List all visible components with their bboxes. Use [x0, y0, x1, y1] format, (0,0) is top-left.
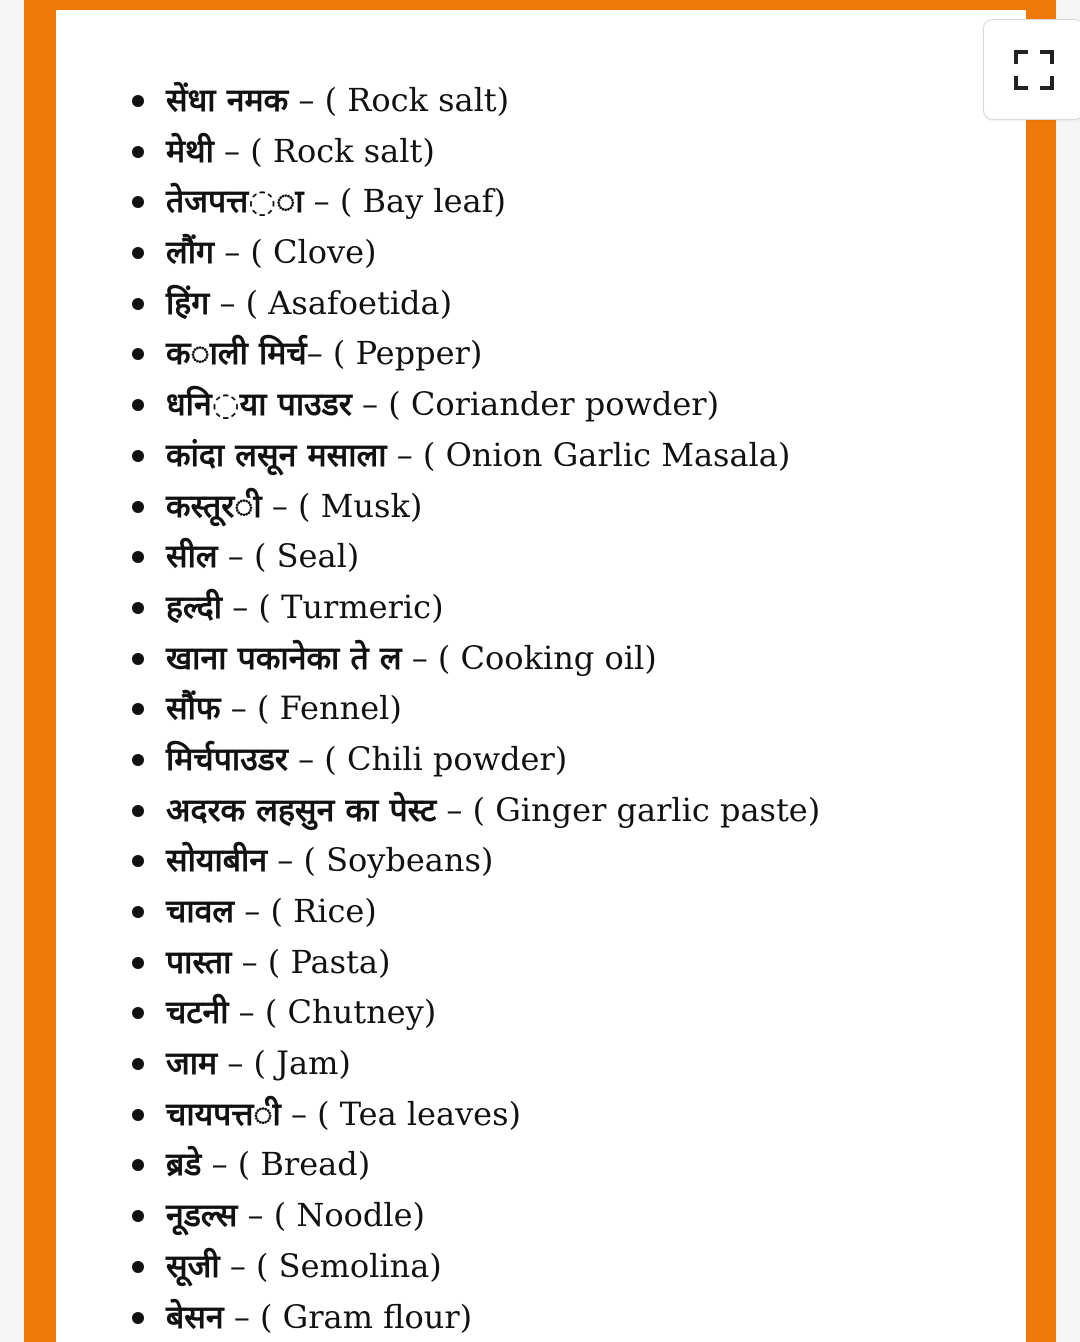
list-item [130, 75, 820, 126]
bullet-icon [132, 501, 144, 513]
list-item [130, 785, 820, 836]
hindi-term: ब्रडे [166, 1145, 202, 1184]
hindi-term: मिर्चपाउडर [166, 739, 288, 778]
list-item [130, 126, 820, 177]
list-item [130, 886, 820, 937]
english-translation: – ( Musk) [261, 486, 423, 525]
bullet-icon [132, 196, 144, 208]
english-translation: – ( Ginger garlic paste) [436, 790, 821, 829]
bullet-icon [132, 1007, 144, 1019]
list-item [130, 531, 820, 582]
bullet-icon [132, 1159, 144, 1171]
bullet-icon [132, 754, 144, 766]
english-translation: – ( Bay leaf) [303, 182, 506, 221]
list-item [130, 1292, 820, 1342]
list-item [130, 176, 820, 227]
hindi-term: मेथी [166, 131, 214, 170]
bullet-icon [132, 348, 144, 360]
list-item [130, 379, 820, 430]
hindi-term: चायपत्त◌ी [166, 1094, 281, 1133]
english-translation: – ( Coriander powder) [351, 385, 720, 424]
bullet-icon [132, 653, 144, 665]
english-translation: – ( Asafoetida) [209, 283, 453, 322]
hindi-term: धनि◌या पाउडर [166, 385, 352, 424]
english-translation: – ( Semolina) [219, 1246, 442, 1285]
list-item [130, 937, 820, 988]
list-item [130, 1139, 820, 1190]
list-item [130, 734, 820, 785]
english-translation: – ( Seal) [217, 537, 360, 576]
english-translation: – ( Rice) [234, 892, 377, 930]
list-item [130, 1038, 820, 1089]
list-item [130, 987, 820, 1038]
english-translation: – ( Cooking oil) [401, 638, 657, 677]
bullet-icon [132, 399, 144, 411]
bullet-icon [132, 247, 144, 259]
english-translation: – ( Rock salt) [288, 81, 510, 119]
list-item [130, 328, 820, 379]
english-translation: – ( Jam) [217, 1044, 351, 1083]
hindi-term: हल्दी [166, 587, 223, 626]
english-translation: – ( Pasta) [231, 942, 391, 981]
bullet-icon [132, 703, 144, 715]
bullet-icon [132, 1058, 144, 1070]
bullet-icon [132, 95, 144, 107]
list-item [130, 227, 820, 278]
hindi-term: अदरक लहसुन का पेस्ट [166, 790, 437, 829]
hindi-term: चटनी [166, 993, 229, 1032]
list-item [130, 430, 820, 481]
hindi-term: क◌ाली मिर्च [166, 334, 307, 373]
list-item [130, 835, 820, 886]
english-translation: – ( Rock salt) [213, 131, 435, 170]
bullet-icon [132, 450, 144, 462]
list-item [130, 278, 820, 329]
hindi-term: सील [166, 537, 218, 576]
bullet-icon [132, 298, 144, 310]
spice-list [130, 75, 820, 1342]
expand-button[interactable] [983, 19, 1080, 120]
hindi-term: हिंग [166, 283, 210, 322]
bullet-icon [132, 805, 144, 817]
bullet-icon [132, 146, 144, 158]
english-translation: – ( Noodle) [237, 1196, 426, 1235]
english-translation: – ( Chutney) [228, 993, 437, 1032]
english-translation: – ( Chili powder) [287, 739, 568, 778]
list-item [130, 481, 820, 532]
english-translation: – ( Gram flour) [223, 1297, 473, 1336]
english-translation: – ( Fennel) [220, 689, 402, 728]
hindi-term: नूडल्स [166, 1196, 238, 1235]
hindi-term: कांदा लसून मसाला [166, 435, 387, 474]
bullet-icon [132, 1312, 144, 1324]
english-translation: – ( Pepper) [306, 334, 483, 373]
list-item [130, 1089, 820, 1140]
hindi-term: पास्ता [166, 942, 232, 981]
english-translation: – ( Clove) [214, 233, 377, 272]
hindi-term: कस्तूर◌ी [166, 486, 262, 525]
hindi-term: सेंधा नमक [166, 81, 289, 119]
hindi-term: खाना पकानेका ते ल [166, 638, 402, 677]
english-translation: – ( Tea leaves) [280, 1094, 521, 1133]
hindi-term: तेजपत्त◌◌ा [166, 182, 304, 221]
list-item [130, 1241, 820, 1292]
list-item [130, 1190, 820, 1241]
hindi-term: लौंग [166, 233, 215, 272]
english-translation: – ( Bread) [201, 1145, 371, 1184]
hindi-term: चावल [166, 892, 235, 930]
bullet-icon [132, 957, 144, 969]
hindi-term: बेसन [166, 1297, 224, 1336]
bullet-icon [132, 1109, 144, 1121]
list-item [130, 582, 820, 633]
bullet-icon [132, 1210, 144, 1222]
hindi-term: जाम [166, 1044, 218, 1083]
hindi-term: सौंफ [166, 689, 221, 728]
bullet-icon [132, 551, 144, 563]
list-item [130, 633, 820, 684]
bullet-icon [132, 906, 144, 918]
bullet-icon [132, 602, 144, 614]
hindi-term: सूजी [166, 1246, 220, 1285]
bullet-icon [132, 855, 144, 867]
bullet-icon [132, 1261, 144, 1273]
hindi-term: सोयाबीन [166, 841, 268, 880]
english-translation: – ( Onion Garlic Masala) [386, 435, 791, 474]
english-translation: – ( Soybeans) [267, 841, 494, 880]
expand-fullscreen-icon [1014, 50, 1054, 90]
list-item [130, 683, 820, 734]
english-translation: – ( Turmeric) [222, 587, 444, 626]
